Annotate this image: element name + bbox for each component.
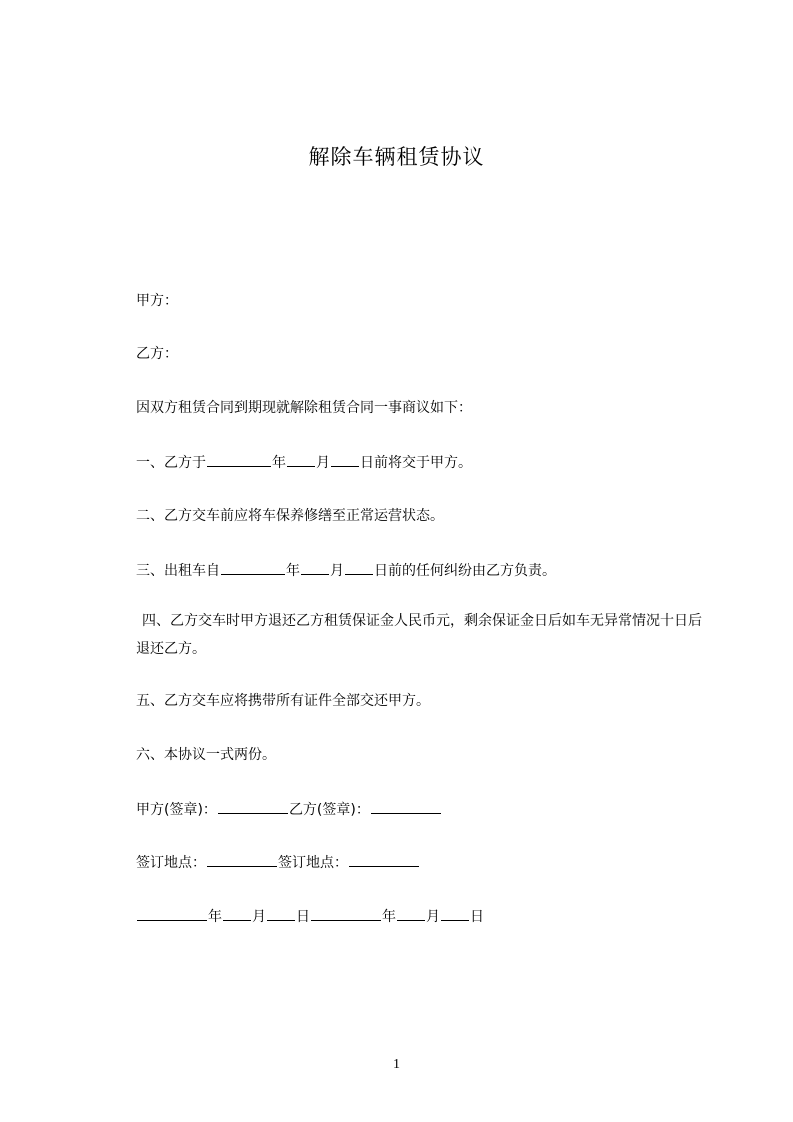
date-line <box>136 906 484 927</box>
blank-field <box>287 452 315 467</box>
date-year-a: 年 <box>208 909 222 925</box>
party-b-signature-label: 乙方(签章)： <box>288 802 370 818</box>
party-a-signature-blank <box>218 799 288 814</box>
date-month-blank-a <box>223 906 251 921</box>
clause-1-year: 年 <box>272 455 286 471</box>
clause-3 <box>136 560 556 581</box>
date-month-a: 月 <box>252 909 266 925</box>
clause-4-text: 四、乙方交车时甲方退还乙方租赁保证金人民币元，剩余保证金日后如车无异常情况十日后退还乙方。 <box>136 613 702 657</box>
date-day-blank-b <box>441 906 469 921</box>
date-day-b: 日 <box>470 909 484 925</box>
clause-1 <box>136 452 472 473</box>
clause-6: 六、本协议一式两份。 <box>136 747 276 763</box>
clause-1-suffix: 日前将交于甲方。 <box>360 455 472 471</box>
location-label-b: 签订地点： <box>278 855 348 871</box>
date-day-blank-a <box>267 906 295 921</box>
blank-field <box>221 560 285 575</box>
date-year-blank-a <box>137 906 207 921</box>
clause-5: 五、乙方交车应将携带所有证件全部交还甲方。 <box>136 693 430 709</box>
blank-field <box>331 452 359 467</box>
party-a-line: 甲方： <box>136 293 178 309</box>
date-year-b: 年 <box>382 909 396 925</box>
location-line <box>136 852 420 873</box>
signature-line <box>136 799 442 820</box>
blank-field <box>345 560 373 575</box>
clause-4 <box>136 607 711 663</box>
party-b-line: 乙方： <box>136 346 178 362</box>
date-day-a: 日 <box>296 909 310 925</box>
blank-field <box>301 560 329 575</box>
clause-1-month: 月 <box>316 455 330 471</box>
location-blank-a <box>207 852 277 867</box>
location-label-a: 签订地点： <box>136 855 206 871</box>
clause-3-prefix: 三、出租车自 <box>136 563 220 579</box>
clause-2: 二、乙方交车前应将车保养修缮至正常运营状态。 <box>136 508 444 524</box>
page-number: 1 <box>393 1057 400 1072</box>
intro-text: 因双方租赁合同到期现就解除租赁合同一事商议如下： <box>136 400 472 416</box>
date-month-b: 月 <box>426 909 440 925</box>
party-a-signature-label: 甲方(签章)： <box>136 802 217 818</box>
date-year-blank-b <box>311 906 381 921</box>
location-blank-b <box>349 852 419 867</box>
document-title: 解除车辆租赁协议 <box>308 145 485 169</box>
clause-3-suffix: 日前的任何纠纷由乙方负责。 <box>374 563 556 579</box>
blank-field <box>207 452 271 467</box>
clause-3-month: 月 <box>330 563 344 579</box>
clause-3-year: 年 <box>286 563 300 579</box>
date-month-blank-b <box>397 906 425 921</box>
party-b-signature-blank <box>371 799 441 814</box>
clause-1-prefix: 一、乙方于 <box>136 455 206 471</box>
